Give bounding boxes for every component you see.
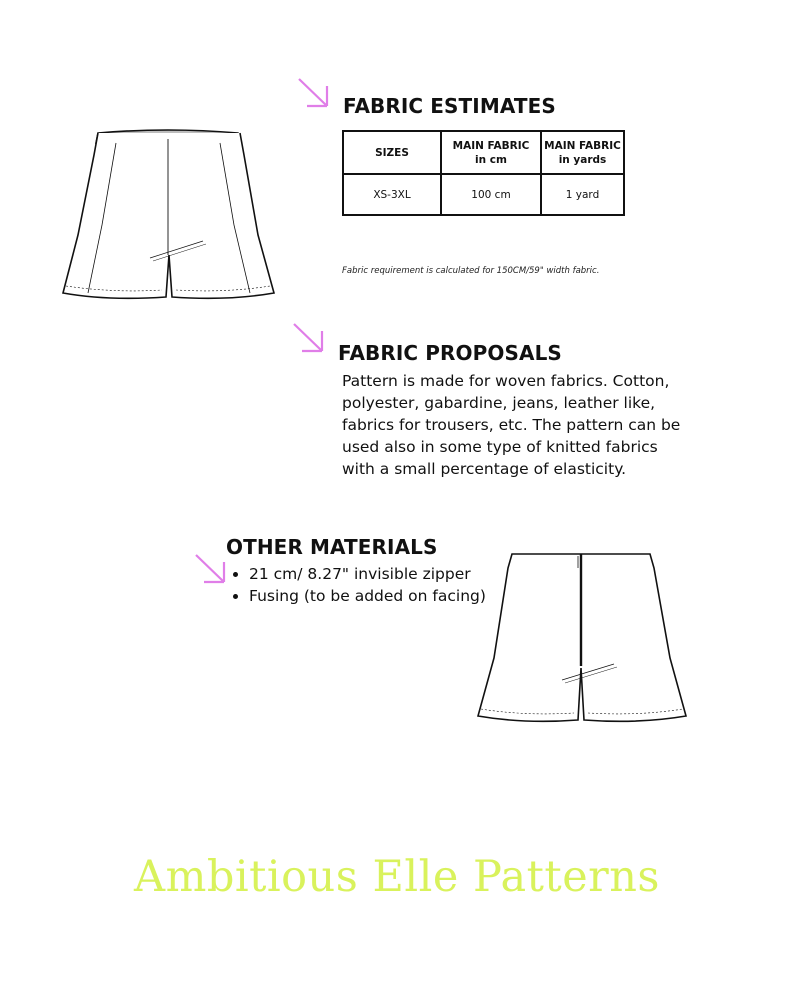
arrow-down-right-icon	[291, 321, 327, 355]
fabric-estimates-heading: FABRIC ESTIMATES	[343, 94, 556, 118]
table-header-row	[343, 131, 624, 174]
brand-name: Ambitious Elle Patterns	[134, 852, 660, 902]
shorts-front-illustration	[58, 125, 280, 305]
arrow-down-right-icon	[193, 552, 229, 586]
arrow-down-right-icon	[296, 76, 332, 110]
fabric-note: Fabric requirement is calculated for 150CM/59" width fabric.	[342, 266, 600, 276]
cell-sizes: XS-3XL	[343, 174, 441, 215]
fabric-proposals-text: Pattern is made for woven fabrics. Cotton, polyester, gabardine, jeans, leather like, fabrics for trousers, etc. The pattern can be used also in some type of knitted fabrics with a small percentage of elasticity.	[342, 372, 681, 478]
fabric-estimates-table	[342, 130, 625, 216]
cell-cm: 100 cm	[441, 174, 541, 215]
header-main-fabric-yards: MAIN FABRIC in yards	[541, 131, 624, 174]
other-materials-heading: OTHER MATERIALS	[226, 535, 438, 559]
list-item: • 21 cm/ 8.27" invisible zipper	[249, 563, 489, 585]
list-item: • Fusing (to be added on facing)	[249, 585, 489, 607]
cell-yards: 1 yard	[541, 174, 624, 215]
fabric-proposals-heading: FABRIC PROPOSALS	[338, 341, 562, 365]
table-row	[343, 174, 624, 215]
header-main-fabric-cm: MAIN FABRIC in cm	[441, 131, 541, 174]
shorts-back-illustration	[474, 548, 690, 728]
other-materials-list	[232, 563, 489, 607]
header-sizes: SIZES	[343, 131, 441, 174]
